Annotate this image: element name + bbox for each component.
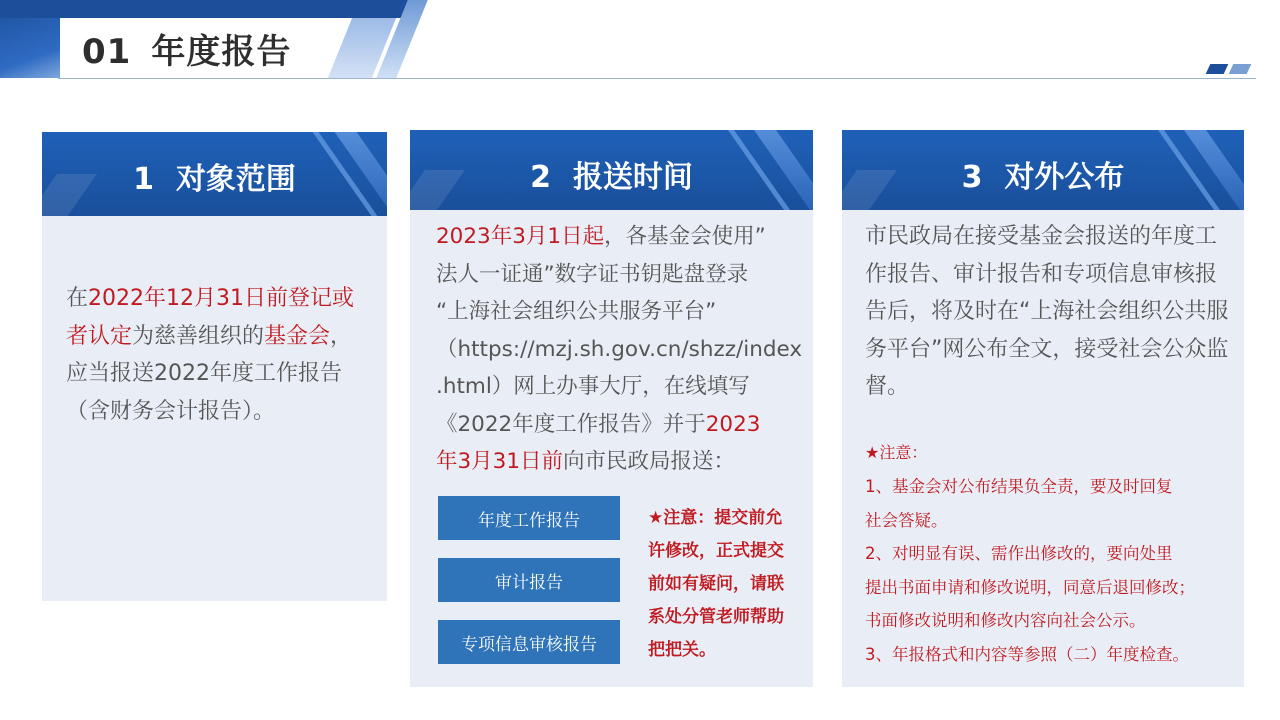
card-header: [410, 130, 813, 210]
body-text-highlight: 2023: [705, 411, 761, 437]
page-title: [82, 24, 291, 73]
notice-line: 1、基金会对公布结果负全责，要及时回复: [865, 477, 1173, 496]
body-text-highlight: 者认定: [66, 323, 133, 349]
card-title: [42, 154, 387, 198]
body-text-part: 为慈善组织的: [132, 323, 265, 349]
card-title: [842, 152, 1244, 196]
special-info-review-report-button[interactable]: 专项信息审核报告: [438, 620, 620, 664]
body-text-highlight: 2023年3月1日起: [436, 224, 605, 249]
body-text-part: 法人一证通”数字证书钥匙盘登录: [436, 261, 749, 287]
body-text-part: ，各基金会使用”: [604, 224, 766, 249]
body-text-highlight: 基金会: [264, 323, 331, 349]
card-public-disclosure: [842, 130, 1244, 687]
body-text-highlight: 2022年12月31日前登记或: [88, 286, 354, 311]
body-text-part: 在: [66, 286, 89, 311]
body-text-part: （含财务会计报告）。: [66, 398, 276, 424]
card-title-text: 报送时间: [572, 160, 693, 195]
page-title-text: 年度报告: [151, 32, 292, 72]
header-divider: [58, 78, 1256, 79]
header-top-bar: [0, 0, 420, 18]
card-body-text: 市民政局在接受基金会报送的年度工作报告、审计报告和专项信息审核报告后，将及时在“上海社会组织公共服务平台”网公布全文，接受社会公众监督。: [865, 224, 1229, 399]
body-text-part: 向市民政局报送：: [563, 449, 736, 474]
card-number: 1: [133, 162, 154, 197]
card-header: [42, 132, 387, 216]
notice-list: [865, 470, 1243, 671]
annual-work-report-button[interactable]: 年度工作报告: [438, 496, 620, 540]
notice-line: 书面修改说明和修改内容向社会公示。: [865, 611, 1146, 630]
notice-line: 社会答疑。: [865, 510, 948, 530]
card-number: 2: [530, 160, 551, 195]
card-body-text: [436, 218, 808, 481]
card-scope: [42, 132, 387, 601]
audit-report-button[interactable]: 审计报告: [438, 558, 620, 602]
body-text-part: “上海社会组织公共服务平台”: [436, 299, 717, 324]
card-header: [842, 130, 1244, 210]
page-title-number: 01: [82, 32, 132, 72]
notice-line: 提出书面申请和修改说明，同意后退回修改；: [865, 577, 1195, 597]
body-text-highlight: 年3月31日前: [436, 449, 564, 474]
card-body-text: [66, 280, 376, 430]
body-text-link: （https://mzj.sh.gov.cn/shzz/index: [436, 336, 803, 362]
corner-flag-decoration: [1229, 64, 1252, 74]
body-text-part: .html）网上办事大厅，在线填写: [436, 374, 750, 399]
notice-line: 2、对明显有误、需作出修改的，要向处里: [865, 544, 1173, 563]
corner-flag-decoration: [1206, 64, 1229, 74]
card-title-text: 对象范围: [175, 162, 296, 197]
body-text-part: 应当报送2022年度工作报告: [66, 361, 342, 386]
card-title-text: 对外公布: [1004, 160, 1125, 195]
submission-note: ★注意：提交前允许修改，正式提交前如有疑问，请联系处分管老师帮助把把关。: [648, 508, 784, 660]
notice-line: 3、年报格式和内容等参照（二）年度检查。: [865, 644, 1189, 664]
card-number: 3: [961, 160, 983, 195]
notice-title: ★注意：: [865, 443, 928, 462]
card-title: [410, 152, 813, 196]
body-text-part: 《2022年度工作报告》并于: [436, 411, 706, 437]
body-text-part: ，: [330, 323, 353, 349]
